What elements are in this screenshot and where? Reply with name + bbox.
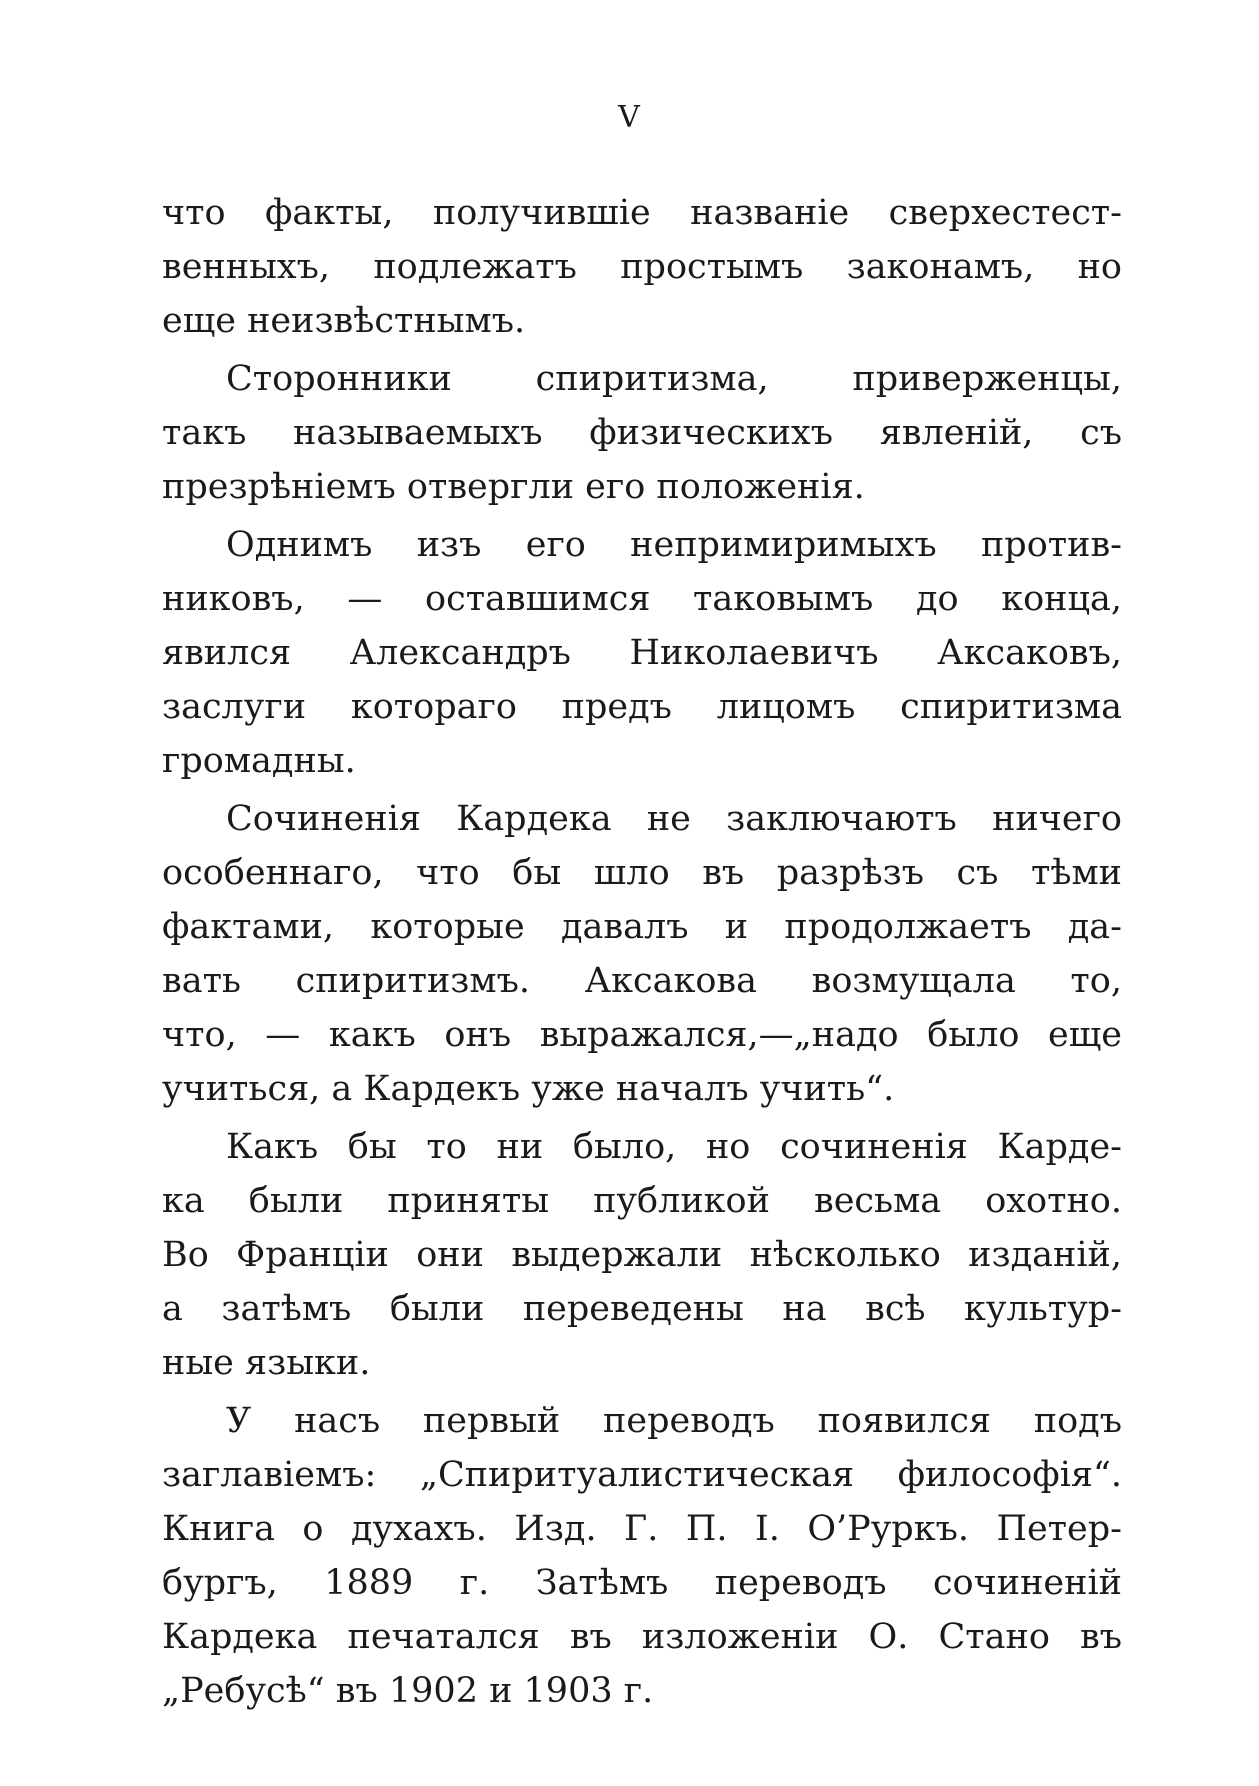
text-line: Во Франціи они выдержали нѣсколько изданій, <box>162 1235 1122 1275</box>
paragraph-5 <box>162 1120 1122 1390</box>
text-line: такъ называемыхъ физическихъ явленій, съ <box>162 413 1122 453</box>
text-line: учиться, а Кардекъ уже началъ учить“. <box>162 1069 895 1109</box>
text-line: ные языки. <box>162 1343 371 1383</box>
paragraph-1 <box>162 186 1122 348</box>
paragraph-2 <box>162 352 1122 514</box>
text-line: а затѣмъ были переведены на всѣ культур- <box>162 1289 1122 1329</box>
paragraph-4 <box>162 792 1122 1116</box>
body-text <box>162 186 1122 1722</box>
text-line: Кардека печатался въ изложеніи О. Стано въ <box>162 1617 1122 1657</box>
text-line: никовъ, — оставшимся таковымъ до конца, <box>162 579 1122 619</box>
paragraph-3 <box>162 518 1122 788</box>
text-line: что факты, получившіе названіе сверхестест- <box>162 193 1122 233</box>
text-line: еще неизвѣстнымъ. <box>162 301 526 341</box>
text-line: Сторонники спиритизма, приверженцы, <box>226 359 1122 399</box>
page-number: V <box>618 100 641 135</box>
text-line: презрѣніемъ отвергли его положенія. <box>162 467 865 507</box>
text-line: явился Александръ Николаевичъ Аксаковъ, <box>162 633 1122 673</box>
text-line: Какъ бы то ни было, но сочиненія Карде- <box>226 1127 1122 1167</box>
text-line: бургъ, 1889 г. Затѣмъ переводъ сочиненій <box>162 1563 1122 1603</box>
text-line: Книга о духахъ. Изд. Г. П. І. О’Руркъ. Петер- <box>162 1509 1122 1549</box>
text-line: особеннаго, что бы шло въ разрѣзъ съ тѣми <box>162 853 1122 893</box>
text-line: Однимъ изъ его непримиримыхъ против- <box>226 525 1122 565</box>
paragraph-6 <box>162 1394 1122 1718</box>
text-line: громадны. <box>162 741 356 781</box>
text-line: заслуги котораго предъ лицомъ спиритизма <box>162 687 1122 727</box>
text-line: фактами, которые давалъ и продолжаетъ да- <box>162 907 1122 947</box>
text-line: вать спиритизмъ. Аксакова возмущала то, <box>162 961 1122 1001</box>
text-line: венныхъ, подлежатъ простымъ законамъ, но <box>162 247 1122 287</box>
text-line: „Ребусѣ“ въ 1902 и 1903 г. <box>162 1671 654 1711</box>
text-line: ка были приняты публикой весьма охотно. <box>162 1181 1122 1221</box>
text-line: Сочиненія Кардека не заключаютъ ничего <box>226 799 1122 839</box>
text-line: заглавіемъ: „Спиритуалистическая философія“. <box>162 1455 1122 1495</box>
text-line: что, — какъ онъ выражался,—„надо было еще <box>162 1015 1122 1055</box>
text-line: У насъ первый переводъ появился подъ <box>226 1401 1122 1441</box>
